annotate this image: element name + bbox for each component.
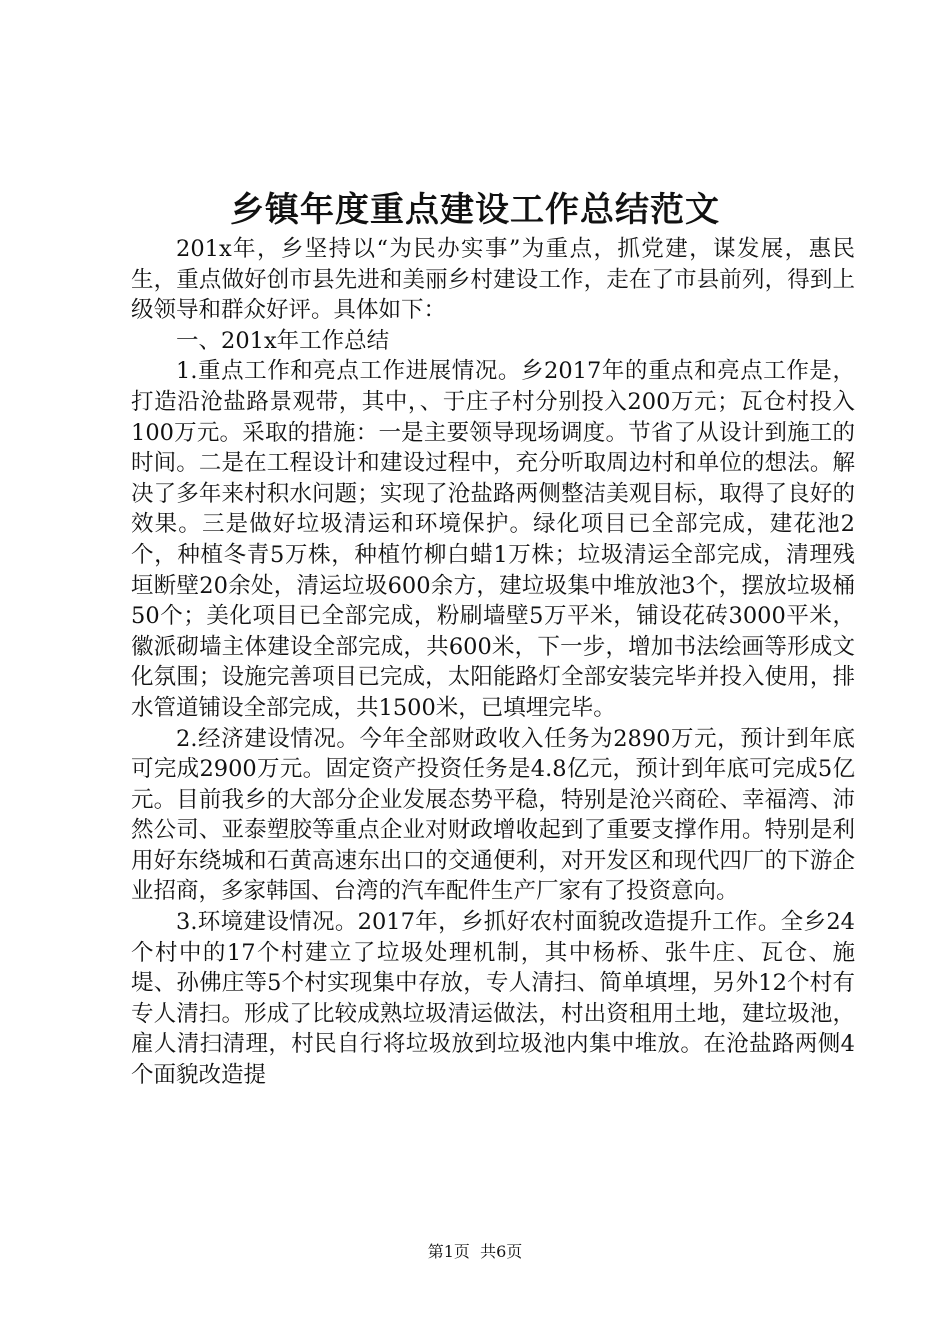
section-heading: 一、201x年工作总结 <box>176 327 390 354</box>
page-total: 共6页 <box>480 1242 523 1261</box>
paragraph-environment: 3.环境建设情况。2017年，乡抓好农村面貌改造提升工作。全乡24个村中的17个村建立了垃圾处理机制，其中杨桥、张牛庄、瓦仓、施堤、孙佛庄等5个村实现集中存放，专人清扫、简单填埋，另外12个村有专人清扫。形成了比较成熟垃圾清运做法，村出资租用土地，建垃圾池，雇人清扫清理，村民自行将垃圾放到垃圾池内集中堆放。在沧盐路两侧4个面貌改造提 <box>131 909 855 1089</box>
document-title: 乡镇年度重点建设工作总结范文 <box>230 190 720 230</box>
paragraph-key-work: 1.重点工作和亮点工作进展情况。乡2017年的重点和亮点工作是，打造沿沧盐路景观带，其中，、于庄子村分别投入200万元；瓦仓村投入100万元。采取的措施：一是主要领导现场调度。节省了从设计到施工的时间。二是在工程设计和建设过程中，充分听取周边村和单位的想法。解决了多年来村积水问题；实现了沧盐路两侧整洁美观目标，取得了良好的效果。三是做好垃圾清运和环境保护。绿化项目已全部完成，建花池2个，种植冬青5万株，种植竹柳白蜡1万株；垃圾清运全部完成，清理残垣断壁20余处，清运垃圾600余方，建垃圾集中堆放池3个，摆放垃圾桶50个；美化项目已全部完成，粉刷墙壁5万平米，铺设花砖3000平米，徽派砌墙主体建设全部完成，共600米，下一步，增加书法绘画等形成文化氛围；设施完善项目已完成，太阳能路灯全部安装完毕并投入使用，排水管道铺设全部完成，共1500米，已填埋完毕。 <box>131 358 855 721</box>
paragraph-intro: 201x年，乡坚持以“为民办实事”为重点，抓党建，谋发展，惠民生，重点做好创市县先进和美丽乡村建设工作，走在了市县前列，得到上级领导和群众好评。具体如下： <box>131 236 855 324</box>
footer-spacer <box>470 1242 480 1261</box>
page-footer <box>0 1240 950 1264</box>
page-number: 第1页 <box>427 1242 470 1261</box>
document-body <box>131 234 855 1091</box>
paragraph-economy: 2.经济建设情况。今年全部财政收入任务为2890万元，预计到年底可完成2900万元。固定资产投资任务是4.8亿元，预计到年底可完成5亿元。目前我乡的大部分企业发展态势平稳，特别是沧兴商砼、幸福湾、沛然公司、亚泰塑胶等重点企业对财政增收起到了重要支撑作用。特别是利用好东绕城和石黄高速东出口的交通便利，对开发区和现代四厂的下游企业招商，多家韩国、台湾的汽车配件生产厂家有了投资意向。 <box>131 725 855 905</box>
